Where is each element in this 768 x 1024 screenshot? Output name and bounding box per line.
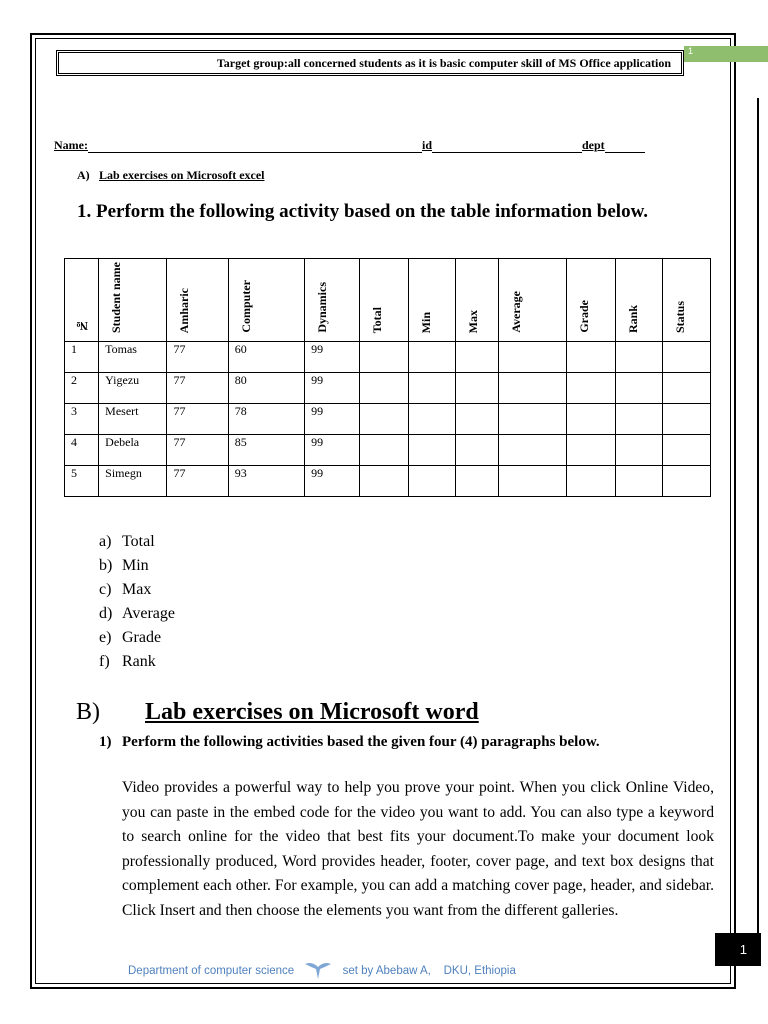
section-b-marker: B) [76, 699, 100, 725]
dept-label: dept [582, 138, 605, 152]
table-cell [567, 342, 615, 373]
table-cell: Mesert [99, 404, 167, 435]
table-cell [408, 404, 455, 435]
list-item-label: Total [122, 533, 155, 550]
table-cell [567, 404, 615, 435]
table-cell [455, 342, 498, 373]
list-item-marker: d) [99, 605, 113, 622]
table-header-label: Max [465, 309, 480, 333]
table-header-cell [408, 259, 455, 342]
table-cell [360, 466, 408, 497]
table-cell [360, 404, 408, 435]
table-header-cell [498, 259, 566, 342]
sample-paragraph: Video provides a powerful way to help you prove your point. When you click Online Video, you can paste in the embed code for the video you want to add. You can also type a keyword to search online for the video that best fits your document.To make your document look professionally produced, Word provides header, footer, cover page, and text box designs that complement each other. For example, you can add a matching cover page, header, and sidebar. Click Insert and then choose the elements you want from the different galleries. [122, 779, 714, 919]
table-cell: Debela [99, 435, 167, 466]
bird-logo-icon [303, 958, 333, 980]
table-header-cell [99, 259, 167, 342]
table-row [65, 466, 711, 497]
table-header-label: Amharic [177, 287, 192, 333]
table-cell [567, 466, 615, 497]
table-cell: 93 [228, 466, 304, 497]
list-item-marker: f) [99, 653, 110, 670]
table-header-label: № [75, 319, 89, 333]
table-cell: 99 [305, 342, 360, 373]
list-item-marker: c) [99, 581, 112, 598]
table-cell [662, 373, 710, 404]
list-item [99, 530, 175, 554]
footer-location: DKU, Ethiopia [443, 965, 516, 977]
question-2 [99, 734, 600, 751]
table-header-cell [662, 259, 710, 342]
table-cell [498, 342, 566, 373]
table-cell [498, 435, 566, 466]
table-header-cell [65, 259, 99, 342]
section-b-title: Lab exercises on Microsoft word [145, 699, 479, 725]
list-item [99, 626, 175, 650]
grades-table [64, 258, 711, 497]
table-cell [360, 373, 408, 404]
table-header-cell [305, 259, 360, 342]
table-cell [455, 466, 498, 497]
table-cell [408, 435, 455, 466]
footer-author: set by Abebaw A, [342, 965, 431, 977]
table-cell [567, 435, 615, 466]
section-a-marker: A) [77, 168, 90, 182]
table-cell: 5 [65, 466, 99, 497]
question-1: 1. Perform the following activity based on the table information below. [77, 201, 649, 222]
table-header-cell [615, 259, 662, 342]
table-cell [498, 466, 566, 497]
header-tab [684, 46, 768, 62]
list-item-label: Min [122, 557, 149, 574]
table-cell: 99 [305, 435, 360, 466]
table-header-label: Computer [238, 280, 253, 333]
table-cell [455, 435, 498, 466]
table-row [65, 342, 711, 373]
table-cell: 77 [167, 435, 228, 466]
table-header-label: Student name [109, 261, 124, 333]
dept-blank[interactable] [605, 140, 645, 153]
target-group-text: Target group:all concerned students as it is basic computer skill of MS Office application [216, 56, 671, 70]
id-blank[interactable] [432, 140, 582, 153]
section-a-title: Lab exercises on Microsoft excel [99, 168, 265, 182]
list-item [99, 554, 175, 578]
header-tab-number: 1 [688, 46, 694, 56]
table-cell: 77 [167, 466, 228, 497]
table-cell: 77 [167, 342, 228, 373]
table-cell: 4 [65, 435, 99, 466]
table-header-label: Total [370, 306, 385, 333]
table-cell [408, 373, 455, 404]
table-header-cell [360, 259, 408, 342]
list-item-label: Grade [122, 629, 162, 646]
table-header-cell [228, 259, 304, 342]
list-item [99, 578, 175, 602]
table-cell: 60 [228, 342, 304, 373]
list-item-label: Rank [122, 653, 156, 670]
table-header-cell [167, 259, 228, 342]
table-cell: 2 [65, 373, 99, 404]
table-cell: Yigezu [99, 373, 167, 404]
table-cell [567, 373, 615, 404]
table-cell [498, 373, 566, 404]
table-body [65, 342, 711, 497]
page-number: 1 [715, 933, 761, 966]
list-item [99, 650, 175, 674]
table-row [65, 435, 711, 466]
table-cell [615, 466, 662, 497]
table-cell [615, 435, 662, 466]
table-cell [360, 342, 408, 373]
table-cell: 77 [167, 373, 228, 404]
name-blank[interactable] [88, 140, 422, 153]
list-item-label: Max [122, 581, 152, 598]
table-cell: 99 [305, 466, 360, 497]
table-cell [408, 342, 455, 373]
table-cell [360, 435, 408, 466]
list-item [99, 602, 175, 626]
list-item-marker: e) [99, 629, 112, 646]
list-item-marker: b) [99, 557, 113, 574]
table-cell: 77 [167, 404, 228, 435]
table-cell: 85 [228, 435, 304, 466]
side-rule [757, 98, 759, 954]
table-cell: Tomas [99, 342, 167, 373]
table-cell [408, 466, 455, 497]
table-cell [615, 404, 662, 435]
table-row [65, 373, 711, 404]
table-cell [662, 466, 710, 497]
table-cell [455, 404, 498, 435]
table-cell [615, 373, 662, 404]
table-header-label: Average [508, 291, 523, 333]
table-header-label: Grade [577, 300, 592, 333]
table-cell: 99 [305, 404, 360, 435]
table-cell [498, 404, 566, 435]
id-label: id [421, 138, 432, 152]
page-footer [128, 958, 516, 980]
table-cell: 3 [65, 404, 99, 435]
table-header-label: Dynamics [315, 282, 330, 333]
table-header-row [65, 259, 711, 342]
activity-list [99, 530, 175, 674]
table-cell: 99 [305, 373, 360, 404]
table-header-cell [455, 259, 498, 342]
table-row [65, 404, 711, 435]
table-cell: 78 [228, 404, 304, 435]
footer-department: Department of computer science [128, 965, 295, 977]
table-header-label: Min [418, 311, 433, 333]
list-item-label: Average [122, 605, 175, 622]
list-item-marker: a) [99, 533, 112, 550]
table-cell [662, 404, 710, 435]
table-cell: 80 [228, 373, 304, 404]
table-cell: 1 [65, 342, 99, 373]
question-2-marker: 1) [99, 734, 112, 750]
table-cell [662, 435, 710, 466]
table-header-label: Rank [625, 304, 640, 333]
student-info-line [54, 138, 645, 153]
section-a-heading [77, 168, 265, 183]
table-cell [615, 342, 662, 373]
section-b-heading [76, 699, 479, 726]
table-cell [662, 342, 710, 373]
question-2-text: Perform the following activities based the given four (4) paragraphs below. [122, 734, 600, 750]
table-cell: Simegn [99, 466, 167, 497]
table-cell [455, 373, 498, 404]
table-header-label: Status [672, 300, 687, 333]
table-header-cell [567, 259, 615, 342]
target-group-banner [56, 50, 684, 76]
name-label: Name: [54, 138, 88, 152]
